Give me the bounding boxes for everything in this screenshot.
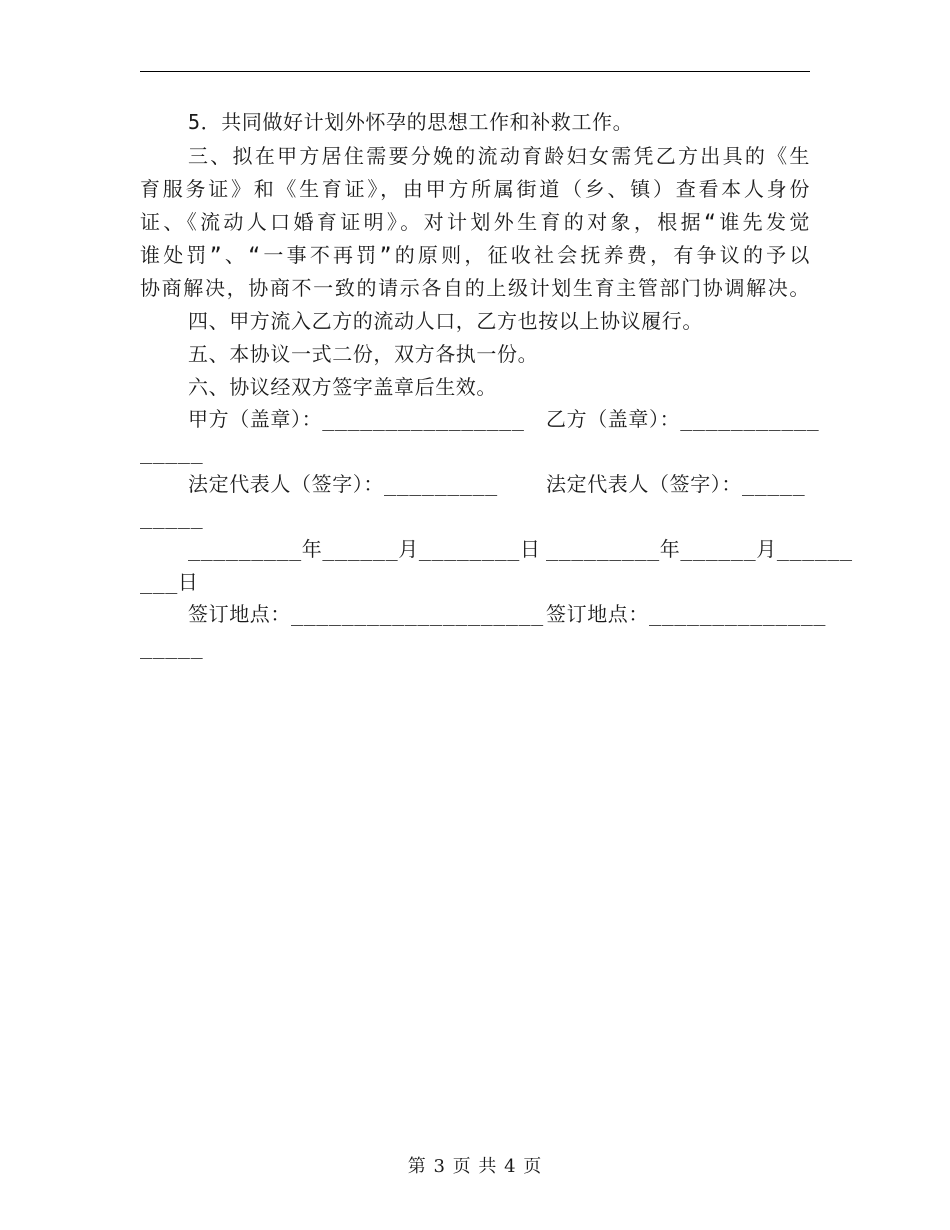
party-b-representative-field-continued: _____ [140,505,204,529]
page-number-footer: 第 3 页 共 4 页 [407,1156,543,1177]
party-b-date-field-continued: ___日 [140,570,199,594]
party-b-seal-field-continued: _____ [140,440,204,464]
party-b-signing-place-field-continued: _____ [140,635,204,659]
clause-5: 五、本协议一式二份，双方各执一份。 [188,342,539,366]
clause-3-line-1: 三、拟在甲方居住需要分娩的流动育龄妇女需凭乙方出具的《生 [188,144,810,168]
clause-3-line-3: 证、《流动人口婚育证明》。对计划外生育的对象，根据“谁先发觉 [140,210,810,234]
party-a-seal-field: 甲方（盖章）：________________ [188,407,525,431]
clause-6: 六、协议经双方签字盖章后生效。 [188,375,497,399]
clause-3-line-2: 育服务证》和《生育证》，由甲方所属街道（乡、镇）查看本人身份 [140,177,810,201]
party-a-signing-place-field: 签订地点：____________________ [188,602,544,626]
party-b-date-field: _________年______月______ [546,537,853,561]
party-b-signing-place-field: 签订地点：______________ [546,602,826,626]
party-a-date-field: _________年______月________日 [188,537,541,561]
header-rule [140,71,810,72]
clause-4: 四、甲方流入乙方的流动人口，乙方也按以上协议履行。 [188,309,703,333]
clause-3-line-4: 谁处罚”、“一事不再罚”的原则，征收社会抚养费，有争议的予以 [140,243,810,267]
party-b-seal-field: 乙方（盖章）：___________ [546,407,820,431]
party-a-representative-field: 法定代表人（签字）：_________ [188,472,498,496]
item-5: 5．共同做好计划外怀孕的思想工作和补救工作。 [188,110,634,134]
clause-3-line-5: 协商解决，协商不一致的请示各自的上级计划生育主管部门协调解决。 [140,276,810,300]
party-b-representative-field: 法定代表人（签字）：_____ [546,472,806,496]
